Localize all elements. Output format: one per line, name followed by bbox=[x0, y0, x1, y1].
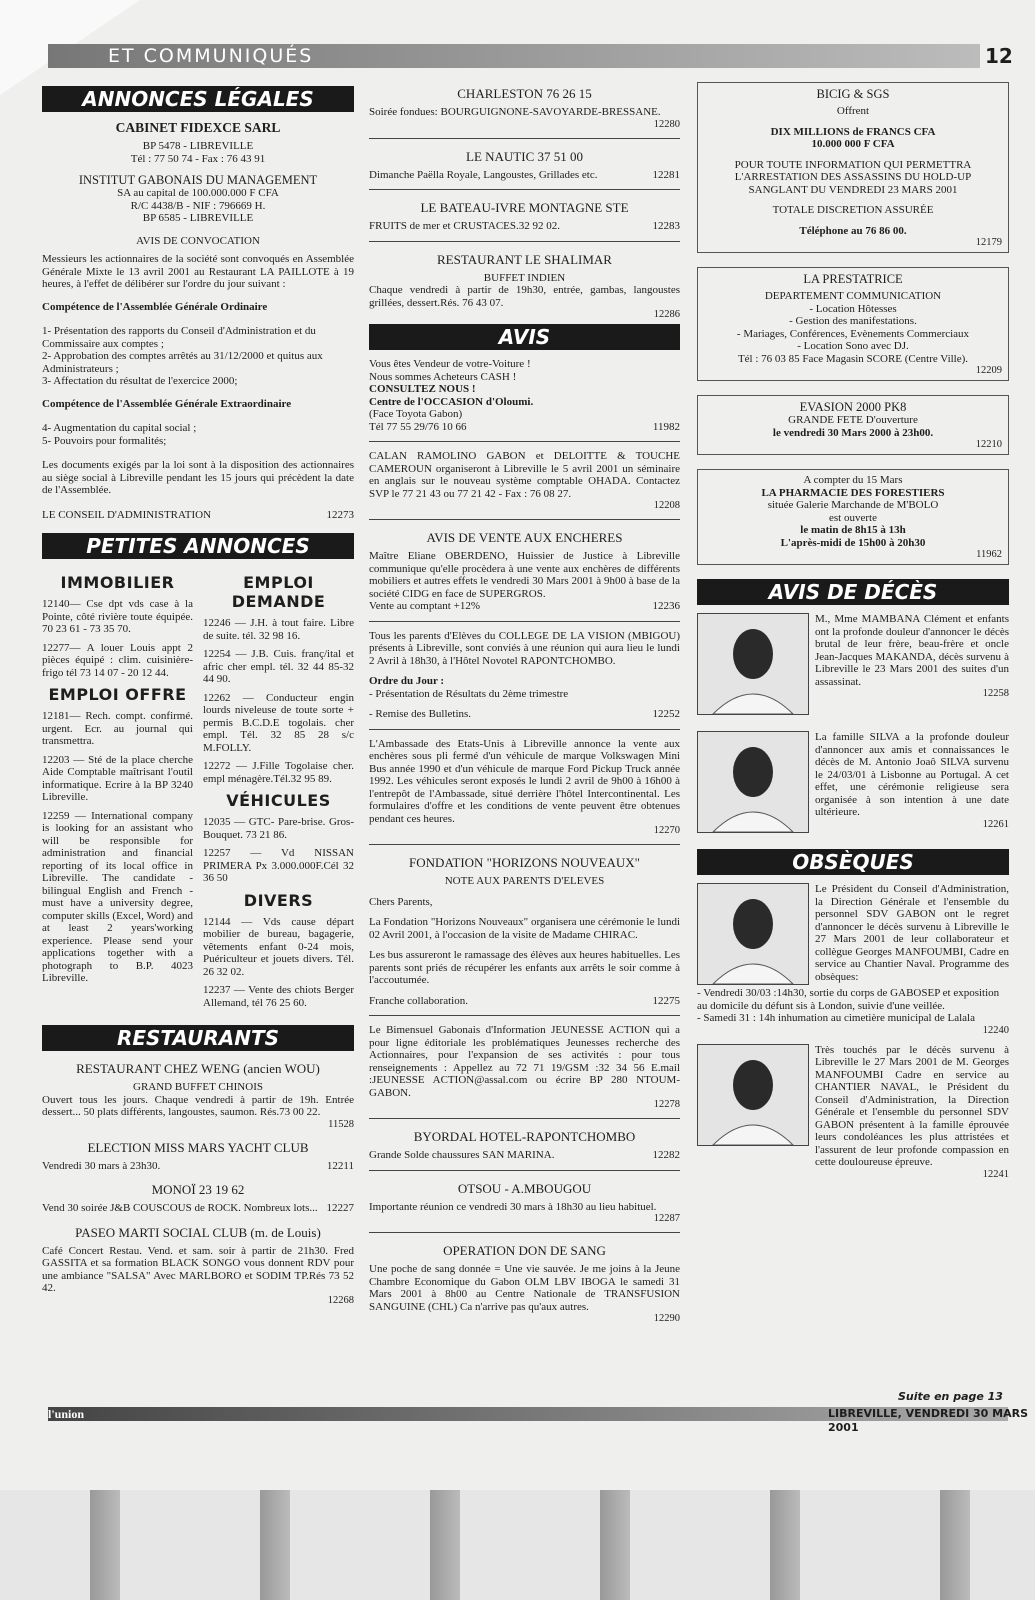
obseques-program: - Vendredi 30/03 :14h30, sortie du corps de GABOSEP et exposition au domicile du défunt sis à London, suivie d'une veillée. bbox=[697, 987, 1000, 1012]
emploi-demande-heading: EMPLOI DEMANDE bbox=[231, 573, 326, 611]
ambassade-text: L'Ambassade des Etats-Unis à Libreville annonce la vente aux enchères sous pli fermé d'un véhicule de marque Volkswagen Mini Bus année 1990 et d'un véhicule de marque Ford Pickup Truck année 1992. Les véhicules seront exposés le lundi 2 avril de 9h00 à 16h00 à l'entrepôt de l'Ambassade, situé derrière l'hôtel Intercontinental. Les formulaires d'offre et les conditions de vente peuvent être obtenues pendant ces heures. bbox=[369, 737, 680, 825]
vente-text: Maître Eliane OBERDENO, Huissier de Justice à Libreville communique qu'elle procèdera à une vente aux enchères de différents mobiliers et autres effets le vendredi 30 Mars 2001 à 9h00 à base de la société CIDG en face de SUPERGROS. bbox=[369, 550, 680, 600]
extraordinaire-title: Compétence de l'Assemblée Générale Extraordinaire bbox=[42, 397, 292, 410]
vehicules-heading: VÉHICULES bbox=[226, 791, 331, 810]
agenda-item: 2- Approbation des comptes arrêtés au 31/12/2000 et quitus aux Administrateurs ; bbox=[42, 350, 323, 375]
obseques-text: Très touchés par le décès survenu à Libreville le 27 Mars 2001 de M. Georges MANFOUMBI Cadre en service au CHANTIER NAVAL, le Président du Conseil d'Administration, la Direction Générale et l'ensemble du personnel SDV GABON présentent à la famille éprouvée leurs condoléances les plus attristées et l'assurent de leur profonde compassion en cette douloureuse épreuve. bbox=[815, 1043, 1009, 1168]
ordinaire-title: Compétence de l'Assemblée Générale Ordinaire bbox=[42, 300, 268, 313]
ad-ref: 12275 bbox=[652, 994, 680, 1007]
weng-title: RESTAURANT CHEZ WENG (ancien WOU) bbox=[76, 1061, 320, 1076]
ad-ref: 12270 bbox=[653, 825, 680, 836]
ad-ref: 12241 bbox=[982, 1168, 1009, 1180]
jeunesse-text: Le Bimensuel Gabonais d'Information JEUNESSE ACTION qui a pour ligne éditoriale les problématiques Jeunesses recherche des Actionnaires, pour l'expansion de ses activités : pour tous renseignements : Appellez au 72 71 19/GSM :32 34 56 E.mail :JEUNESSE ACTION@assal.com ou écrire BP 280 NTOUM-GABON. bbox=[369, 1024, 680, 1099]
annonces-legales-header: ANNONCES LÉGALES bbox=[42, 86, 354, 112]
miss-row bbox=[42, 1160, 354, 1173]
avis-line: Tél 77 55 29/76 10 66 bbox=[369, 420, 467, 433]
bicig-title: BICIG & SGS bbox=[816, 87, 890, 101]
avis-header: AVIS bbox=[369, 324, 680, 350]
obituary bbox=[697, 731, 1009, 833]
ad-ref: 11528 bbox=[328, 1118, 354, 1130]
ad-ref: 12209 bbox=[975, 365, 1002, 376]
classified-ad: 12272 — J.Fille Togolaise cher. empl ménagère.Tél.32 95 89. bbox=[203, 760, 354, 785]
obseques-program: - Samedi 31 : 14h inhumation au cimetière municipal de Lalala bbox=[697, 1012, 975, 1024]
bicig-line: DIX MILLIONS de FRANCS CFA bbox=[770, 125, 936, 138]
weng-sub: GRAND BUFFET CHINOIS bbox=[133, 1081, 263, 1093]
avis-line: Vous êtes Vendeur de votre-Voiture ! bbox=[369, 358, 531, 370]
evasion-line: GRANDE FETE D'ouverture bbox=[788, 414, 918, 426]
pharm-line: LA PHARMACIE DES FORESTIERS bbox=[761, 486, 945, 499]
fondation-row bbox=[369, 995, 680, 1008]
bicig-line: TOTALE DISCRETION ASSURÉE bbox=[772, 204, 934, 216]
ad-ref: 12290 bbox=[653, 1313, 680, 1324]
obseques-header: OBSÈQUES bbox=[697, 849, 1009, 875]
avis-line: CONSULTEZ NOUS ! bbox=[369, 383, 476, 395]
paper-name: l'union bbox=[48, 1407, 85, 1421]
vente-title: AVIS DE VENTE AUX ENCHERES bbox=[426, 530, 623, 545]
nautic-row bbox=[369, 169, 680, 182]
classified-ad: 12262 — Conducteur engin lourds niveleuse de toute sorte + permis B.C.D.E togolais. cher empl. Tél. 32 85 28 s/c M.FOLLY. bbox=[203, 691, 354, 754]
evasion-title: EVASION 2000 PK8 bbox=[799, 400, 907, 414]
calan-text: CALAN RAMOLINO GABON et DELOITTE & TOUCHE CAMEROUN organiseront à Libreville le 5 avril 2001 un séminaire en anglais sur le nouveau système comptable OHADA. Contactez SVP le 77 21 43 ou 77 21 42 - Fax : 76 08 27. bbox=[369, 450, 680, 500]
cabinet-title: CABINET FIDEXCE SARL bbox=[115, 120, 281, 135]
bateau-text: FRUITS de mer et CRUSTACES.32 92 02. bbox=[369, 220, 561, 232]
ad-ref: 12268 bbox=[327, 1294, 354, 1306]
bicig-line: Téléphone au 76 86 00. bbox=[799, 224, 907, 237]
fondation-sub: NOTE AUX PARENTS D'ELEVES bbox=[444, 875, 605, 887]
pharm-line: située Galerie Marchande de M'BOLO bbox=[767, 499, 939, 511]
emploi-offre-heading: EMPLOI OFFRE bbox=[48, 685, 187, 704]
ad-ref: 12227 bbox=[326, 1202, 354, 1214]
classified-ad: 12277— A louer Louis appt 2 pièces équipé : clim. cuisinière-frigo tél 73 14 07 - 20 12 44. bbox=[42, 641, 193, 679]
byordal-text: Grande Solde chaussures SAN MARINA. bbox=[369, 1149, 555, 1161]
ad-ref: 11982 bbox=[652, 420, 680, 433]
don-text: Une poche de sang donnée = Une vie sauvée. Je me joins à la Jeune Chambre Economique du Gabon OLM LBV IBOGA le samedi 31 Mars 2001 à 8h00 au Centre Nationale de TRANSFUSION SANGUINE (CHL) Ca n'arrive pas qu'aux autres. bbox=[369, 1263, 680, 1313]
ad-ref: 12287 bbox=[653, 1213, 680, 1224]
classified-ad: 12257 — Vd NISSAN PRIMERA Px 3.000.000F.Cél 32 36 50 bbox=[203, 847, 354, 884]
agenda-item: 1- Présentation des rapports du Conseil d'Administration et du Commissaire aux comptes ; bbox=[42, 325, 316, 350]
classified-ad: 12203 — Sté de la place cherche Aide Comptable maîtrisant l'outil informatique. Ecrire à la BP 3240 Libreville. bbox=[42, 753, 193, 803]
restaurants-header: RESTAURANTS bbox=[42, 1025, 354, 1051]
pa-left-col bbox=[42, 567, 193, 1015]
classified-ad: 12237 — Vente des chiots Berger Allemand, tél 76 25 60. bbox=[203, 984, 354, 1009]
portrait-photo bbox=[697, 883, 809, 985]
divers-heading: DIVERS bbox=[243, 890, 314, 910]
bateau-row bbox=[369, 220, 680, 233]
classified-ad: 12259 — International company is looking for an assistant who will be responsible for administration and financial reporting of its local office in Libreville. The candidate - bilingual English and French - must have a university degree, computer skills (Excel, Word) and at least 2 years'working experience. Please send your applications together with a photograph to B.P. 4023 Libreville. bbox=[42, 809, 193, 984]
avis-convocation: AVIS DE CONVOCATION bbox=[136, 234, 260, 247]
column-right bbox=[697, 82, 1009, 1196]
pharm-line: le matin de 8h15 à 13h bbox=[800, 524, 906, 536]
obseques-text: Le Président du Conseil d'Administration, la Direction Générale et l'ensemble du personnel SDV GABON ont le regret d'annoncer le décès survenu à Libreville le 27 Mars 2001 de leur collaborateur et collègue Georges MANFOUMBI, Cadre en service au Chantier Naval. Programme des obsèques: bbox=[815, 883, 1009, 983]
vente-line: Vente au comptant +12% bbox=[369, 600, 480, 612]
ad-ref: 12236 bbox=[652, 600, 680, 612]
shalimar-title: RESTAURANT LE SHALIMAR bbox=[437, 251, 612, 267]
ad-ref: 12281 bbox=[652, 168, 680, 181]
byordal-title: BYORDAL HOTEL-RAPONTCHOMBO bbox=[413, 1129, 636, 1144]
ad-ref: 12258 bbox=[982, 688, 1009, 699]
avis-line: (Face Toyota Gabon) bbox=[369, 408, 463, 420]
classified-ad: 12035 — GTC- Pare-brise. Gros-Bouquet. 73 21 86. bbox=[203, 816, 354, 841]
agenda-item: 4- Augmentation du capital social ; bbox=[42, 422, 197, 434]
monoi-row bbox=[42, 1202, 354, 1215]
prestatrice-box bbox=[697, 267, 1009, 381]
institut-title: INSTITUT GABONAIS DU MANAGEMENT bbox=[78, 173, 318, 187]
weng-text: Ouvert tous les jours. Chaque vendredi à partir de 19h. Entrée dessert... 50 plats différents, langoustes, saumon. Rés.73 00 22. bbox=[42, 1093, 354, 1118]
ad-ref: 12278 bbox=[653, 1099, 680, 1110]
immobilier-heading: IMMOBILIER bbox=[60, 573, 175, 592]
agenda-item: 3- Affectation du résultat de l'exercice 2000; bbox=[42, 375, 238, 387]
cabinet-line: BP 5478 - LIBREVILLE bbox=[142, 140, 254, 152]
monoi-title: MONOÏ 23 19 62 bbox=[151, 1182, 245, 1197]
avis-line: Centre de l'OCCASION d'Oloumi. bbox=[369, 395, 534, 408]
avis-line: Nous sommes Acheteurs CASH ! bbox=[369, 370, 517, 383]
prest-title: LA PRESTATRICE bbox=[803, 272, 903, 286]
ad-ref: 12179 bbox=[975, 237, 1002, 248]
ad-ref: 12283 bbox=[652, 220, 680, 232]
fondation-para: Les bus assureront le ramassage des élèves aux heures habituelles. Les parents sont priés de récupérer les enfants aux arrêts le soir comme à l'accoutumée. bbox=[369, 949, 680, 986]
avis-deces-header: AVIS DE DÉCÈS bbox=[697, 579, 1009, 605]
column-left bbox=[42, 82, 354, 1306]
obituary bbox=[697, 883, 1009, 985]
classified-ad: 12246 — J.H. à tout faire. Libre de suite. tél. 32 98 16. bbox=[203, 617, 354, 642]
fondation-para: La Fondation "Horizons Nouveaux" organisera une cérémonie le lundi 02 Avril 2001, à l'occasion de la visite de Madame CHIRAC. bbox=[369, 916, 680, 941]
obituary bbox=[697, 1044, 1009, 1180]
bicig-box bbox=[697, 82, 1009, 253]
ad-ref: 12261 bbox=[982, 818, 1009, 830]
portrait-photo bbox=[697, 731, 809, 833]
shalimar-sub: BUFFET INDIEN bbox=[483, 271, 566, 284]
miss-text: Vendredi 30 mars à 23h30. bbox=[42, 1159, 161, 1172]
classified-ad: 12254 — J.B. Cuis. franç/ital et afric cher empl. tél. 32 44 85-32 44 90. bbox=[203, 648, 354, 685]
byordal-row bbox=[369, 1149, 680, 1162]
suite-note: Suite en page 13 bbox=[898, 1390, 1003, 1403]
college-row bbox=[369, 708, 680, 721]
bateau-title: LE BATEAU-IVRE MONTAGNE STE bbox=[420, 200, 629, 215]
bicig-line: 10.000 000 F CFA bbox=[811, 138, 895, 150]
section-banner bbox=[48, 44, 980, 68]
pharm-line: est ouverte bbox=[829, 511, 877, 524]
charleston-title: CHARLESTON 76 26 15 bbox=[457, 86, 592, 101]
nautic-title: LE NAUTIC 37 51 00 bbox=[466, 148, 583, 164]
fondation-para: Franche collaboration. bbox=[369, 994, 468, 1007]
bicig-line: Offrent bbox=[836, 105, 870, 117]
institut-line: R/C 4438/B - NIF : 796669 H. bbox=[130, 199, 266, 212]
ad-ref: 12280 bbox=[653, 118, 680, 130]
ad-ref: 12210 bbox=[975, 439, 1002, 450]
column-middle bbox=[369, 82, 680, 1324]
background-strip bbox=[0, 1490, 1035, 1600]
portrait-photo bbox=[697, 1044, 809, 1146]
ad-ref: 11962 bbox=[976, 549, 1002, 560]
ad-ref: 12208 bbox=[653, 500, 680, 511]
paseo-text: Café Concert Restau. Vend. et sam. soir à partir de 21h30. Fred GASSITA et sa formation BLACK SONGO vous donnent RDV pour une ambiance "SALSA" Avec MARLBORO et SODIM TP.Rés 73 52 42. bbox=[42, 1244, 354, 1294]
section-title: ET COMMUNIQUÉS bbox=[108, 45, 314, 67]
prest-line: Tél : 76 03 85 Face Magasin SCORE (Centre Ville). bbox=[737, 352, 969, 365]
classified-ad: 12140— Cse dpt vds case à la Pointe, côté rivière toute équipée. 70 23 61 - 73 35 70. bbox=[42, 598, 193, 635]
ordre-item: - Présentation de Résultats du 2ème trimestre bbox=[369, 687, 569, 700]
ad-ref: 12252 bbox=[652, 708, 680, 720]
dateline: LIBREVILLE, VENDREDI 30 MARS 2001 bbox=[828, 1407, 1029, 1434]
portrait-photo bbox=[697, 613, 809, 715]
ad-ref: 12211 bbox=[326, 1159, 354, 1172]
petites-annonces-header: PETITES ANNONCES bbox=[42, 533, 354, 559]
conseil-name: LE CONSEIL D'ADMINISTRATION bbox=[42, 508, 212, 521]
prest-line: - Location Hôtesses bbox=[809, 302, 897, 315]
evasion-box bbox=[697, 395, 1009, 455]
ordre-item: - Remise des Bulletins. bbox=[369, 708, 472, 720]
convocation-text: Messieurs les actionnaires de la société sont convoqués en Assemblée Générale Mixte le 13 avril 2001 au Restaurant LA PAILLOTE à 19 heures, à l'effet de délibérer sur l'ordre du jour suivant : bbox=[42, 253, 354, 290]
obituary bbox=[697, 613, 1009, 715]
fondation-title: FONDATION "HORIZONS NOUVEAUX" bbox=[409, 855, 640, 870]
institut-line: SA au capital de 100.000.000 F CFA bbox=[117, 187, 279, 199]
ad-ref: 12286 bbox=[653, 309, 680, 320]
petites-annonces-grid bbox=[42, 567, 354, 1015]
conseil-signature bbox=[42, 509, 354, 522]
institut-line: BP 6585 - LIBREVILLE bbox=[142, 212, 254, 224]
deces-text: La famille SILVA a la profonde douleur d'annoncer aux amis et connaissances le décès de M. Antonio Joaô SILVA survenu le 24/03/01 à Lisbonne au Portugal. A cet effet, une cérémonie religieuse sera organisée à son intention à une date ultérieure. bbox=[815, 731, 1009, 818]
classified-ad: 12181— Rech. compt. confirmé. urgent. Ecr. au journal qui transmettra. bbox=[42, 710, 193, 747]
deces-text: M., Mme MAMBANA Clément et enfants ont la profonde douleur d'annoncer le décès brutal de leur frère, beau-frère et oncle Jean-Jacques MAKANDA, décès survenu à Libreville le 23 Mars 2001 des suites d'un assassinat. bbox=[815, 613, 1009, 688]
paseo-title: PASEO MARTI SOCIAL CLUB (m. de Louis) bbox=[75, 1224, 321, 1240]
prest-line: - Mariages, Conférences, Evènements Commerciaux bbox=[736, 327, 970, 340]
monoi-text: Vend 30 soirée J&B COUSCOUS de ROCK. Nombreux lots... bbox=[42, 1202, 318, 1214]
cabinet-line: Tél : 77 50 74 - Fax : 76 43 91 bbox=[130, 152, 266, 165]
documents-text: Les documents exigés par la loi sont à la disposition des actionnaires au siège social à Libreville pendant les 15 jours qui précèdent la date de l'Assemblée. bbox=[42, 459, 354, 496]
ordre-title: Ordre du Jour : bbox=[369, 675, 445, 687]
college-text: Tous les parents d'Elèves du COLLEGE DE LA VISION (MBIGOU) présents à Libreville, sont conviés à une réunion qui aura lieu le lundi 2 Avril à 18h30, à l'Hôtel Novotel RAPONTCHOMBO. bbox=[369, 629, 680, 667]
don-title: OPERATION DON DE SANG bbox=[443, 1243, 606, 1258]
page-number: 12 bbox=[985, 44, 1013, 68]
vente-row bbox=[369, 600, 680, 613]
avis-row bbox=[369, 421, 680, 434]
prest-line: - Gestion des manifestations. bbox=[789, 315, 917, 327]
agenda-item: 5- Pouvoirs pour formalités; bbox=[42, 434, 167, 447]
shalimar-text: Chaque vendredi à partir de 19h30, entrée, gambas, langoustes grillées, dessert.Rés. 76 43 07. bbox=[369, 284, 680, 309]
fondation-para: Chers Parents, bbox=[369, 895, 433, 908]
otsou-text: Importante réunion ce vendredi 30 mars à 18h30 au lieu habituel. bbox=[369, 1200, 657, 1213]
ad-ref: 12282 bbox=[652, 1149, 680, 1161]
pharm-line: L'après-midi de 15h00 à 20h30 bbox=[780, 536, 926, 549]
evasion-line: le vendredi 30 Mars 2000 à 23h00. bbox=[772, 426, 934, 439]
ad-ref: 12240 bbox=[982, 1024, 1009, 1036]
charleston-text: Soirée fondues: BOURGUIGNONE-SAVOYARDE-BRESSANE. bbox=[369, 106, 661, 118]
pa-right-col bbox=[203, 567, 354, 1015]
prest-line: - Location Sono avec DJ. bbox=[797, 340, 909, 352]
prest-sub: DEPARTEMENT COMMUNICATION bbox=[764, 290, 942, 302]
otsou-title: OTSOU - A.MBOUGOU bbox=[457, 1180, 592, 1196]
pharm-line: A compter du 15 Mars bbox=[803, 474, 903, 486]
classified-ad: 12144 — Vds cause départ mobilier de bureau, bagagerie, vêtements enfant 0-24 mois, Puériculteur et jouets divers. Tél. 26 32 02. bbox=[203, 915, 354, 978]
nautic-text: Dimanche Paëlla Royale, Langoustes, Grillades etc. bbox=[369, 168, 598, 181]
miss-title: ELECTION MISS MARS YACHT CLUB bbox=[87, 1139, 309, 1155]
bicig-line: POUR TOUTE INFORMATION QUI PERMETTRA L'ARRESTATION DES ASSASSINS DU HOLD-UP SANGLANT DU VENDREDI 23 MARS 2001 bbox=[734, 158, 972, 196]
ad-ref: 12273 bbox=[326, 508, 354, 521]
pharmacie-box bbox=[697, 469, 1009, 565]
